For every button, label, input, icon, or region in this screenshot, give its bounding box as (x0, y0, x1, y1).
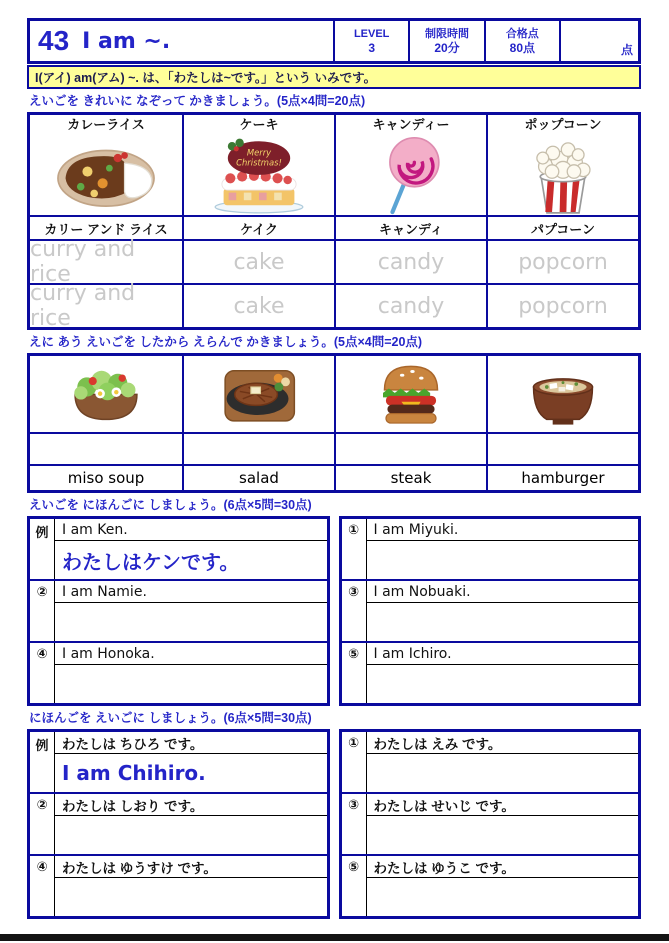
trace-word-popcorn-2: popcorn (486, 283, 638, 327)
level-cell (333, 21, 408, 61)
en-to-jp-table (27, 516, 641, 706)
trace-word-cake-2: cake (182, 283, 334, 327)
item-number: ⑤ (342, 643, 367, 703)
word-bank-steak: steak (334, 464, 486, 490)
jp-to-en-right-column (339, 729, 642, 919)
qa-row-1 (342, 519, 639, 579)
hamburg-steak-illustration (204, 359, 314, 429)
food-name-cake: ケーキ (239, 117, 279, 132)
item-number: ③ (342, 581, 367, 641)
hamburger-illustration (356, 359, 466, 429)
trace-word-candy-2: candy (334, 283, 486, 327)
qa-row-example (30, 732, 327, 792)
picture-cell-salad (30, 356, 182, 432)
section-heading-trace: えいごを きれいに なぞって かきましょう。(5点×4問=20点) (29, 94, 366, 108)
popcorn-illustration (504, 134, 622, 215)
word-bank-hamburger: hamburger (486, 464, 638, 490)
word-bank-miso-soup: miso soup (30, 464, 182, 490)
item-number: ③ (342, 794, 367, 854)
answer-area (367, 665, 639, 703)
question-text: I am Nobuaki. (367, 581, 639, 603)
section-heading-en-to-jp: えいごを にほんごに しましょう。(6点×5問=30点) (29, 498, 312, 512)
qa-row-3 (342, 792, 639, 854)
page-bottom-edge (0, 934, 669, 941)
svg-text:Christmas!: Christmas! (236, 157, 282, 168)
passing-score-label: 合格点 (505, 27, 539, 40)
pronunciation-cake: ケイク (182, 215, 334, 239)
answer-area (367, 816, 639, 854)
answer-area (367, 541, 639, 579)
en-to-jp-right-column (339, 516, 642, 706)
picture-cell-hamburger (334, 356, 486, 432)
food-cell-curry (30, 115, 182, 215)
qa-row-2 (30, 579, 327, 641)
pronunciation-candy: キャンディ (334, 215, 486, 239)
answer-cell-miso-soup (486, 432, 638, 464)
item-number: ⑤ (342, 856, 367, 916)
qa-row-5 (342, 854, 639, 916)
qa-row-example (30, 519, 327, 579)
svg-text:Merry: Merry (246, 147, 272, 158)
question-text: わたしは ちひろ です。 (55, 732, 327, 754)
trace-word-popcorn-1: popcorn (486, 239, 638, 283)
question-text: I am Ichiro. (367, 643, 639, 665)
answer-area (367, 878, 639, 916)
item-number: 例 (30, 519, 55, 579)
qa-row-4 (30, 854, 327, 916)
item-number: ② (30, 794, 55, 854)
lesson-title-text: I am ~. (82, 28, 171, 54)
trace-word-candy-1: candy (334, 239, 486, 283)
qa-row-2 (30, 792, 327, 854)
food-name-candy: キャンディー (372, 117, 450, 132)
question-text: I am Miyuki. (367, 519, 639, 541)
lollipop-illustration (352, 134, 470, 215)
passing-score-cell (484, 21, 559, 61)
miso-soup-illustration (508, 359, 618, 429)
trace-word-curry-2: curry and rice (30, 283, 182, 327)
lesson-title (30, 21, 333, 61)
answer-area (367, 603, 639, 641)
answer-area (55, 603, 327, 641)
christmas-cake-illustration (200, 134, 318, 215)
choose-table (27, 353, 641, 493)
question-text: I am Honoka. (55, 643, 327, 665)
answer-area (55, 878, 327, 916)
answer-text: わたしはケンです。 (62, 551, 240, 574)
section-heading-choose: えに あう えいごを したから えらんで かきましょう。(5点×4問=20点) (29, 335, 423, 349)
question-text: わたしは ゆうこ です。 (367, 856, 639, 878)
curry-rice-illustration (47, 134, 165, 215)
time-limit-value: 20分 (434, 40, 460, 55)
en-to-jp-left-column (27, 516, 330, 706)
item-number: 例 (30, 732, 55, 792)
qa-row-5 (342, 641, 639, 703)
pronunciation-popcorn: パプコーン (486, 215, 638, 239)
picture-cell-miso-soup (486, 356, 638, 432)
score-unit-label: 点 (620, 43, 633, 57)
item-number: ④ (30, 856, 55, 916)
item-number: ① (342, 519, 367, 579)
qa-row-4 (30, 641, 327, 703)
salad-illustration (51, 359, 161, 429)
trace-word-cake-1: cake (182, 239, 334, 283)
level-value: 3 (368, 40, 375, 55)
answer-cell-steak (182, 432, 334, 464)
jp-to-en-table (27, 729, 641, 919)
score-entry-cell (559, 21, 638, 61)
answer-text: I am Chihiro. (62, 761, 206, 785)
food-name-curry: カレーライス (67, 117, 145, 132)
picture-cell-steak (182, 356, 334, 432)
qa-row-1 (342, 732, 639, 792)
qa-row-3 (342, 579, 639, 641)
word-bank-salad: salad (182, 464, 334, 490)
food-cell-cake (182, 115, 334, 215)
lesson-number: 43 (38, 25, 70, 56)
question-text: わたしは しおり です。 (55, 794, 327, 816)
answer-cell-hamburger (334, 432, 486, 464)
answer-area (55, 816, 327, 854)
trace-table (27, 112, 641, 330)
item-number: ② (30, 581, 55, 641)
pronunciation-curry: カリー アンド ライス (30, 215, 182, 239)
header-table (27, 18, 641, 64)
level-label: LEVEL (353, 27, 390, 40)
time-limit-label: 制限時間 (424, 27, 469, 40)
answer-cell-salad (30, 432, 182, 464)
answer-area (55, 665, 327, 703)
answer-area (367, 754, 639, 792)
question-text: I am Namie. (55, 581, 327, 603)
section-heading-jp-to-en: にほんごを えいごに しましょう。(6点×5問=30点) (29, 711, 312, 725)
question-text: わたしは ゆうすけ です。 (55, 856, 327, 878)
item-number: ④ (30, 643, 55, 703)
question-text: わたしは せいじ です。 (367, 794, 639, 816)
jp-to-en-left-column (27, 729, 330, 919)
question-text: わたしは えみ です。 (367, 732, 639, 754)
trace-word-curry-1: curry and rice (30, 239, 182, 283)
question-text: I am Ken. (55, 519, 327, 541)
passing-score-value: 80点 (509, 40, 535, 55)
explanation-banner: I(アイ) am(アム) ~. は、「わたしは~です。」という いみです。 (27, 65, 641, 89)
food-name-popcorn: ポップコーン (524, 117, 602, 132)
time-limit-cell (408, 21, 483, 61)
food-cell-candy (334, 115, 486, 215)
worksheet-sheet (27, 18, 641, 919)
food-cell-popcorn (486, 115, 638, 215)
item-number: ① (342, 732, 367, 792)
